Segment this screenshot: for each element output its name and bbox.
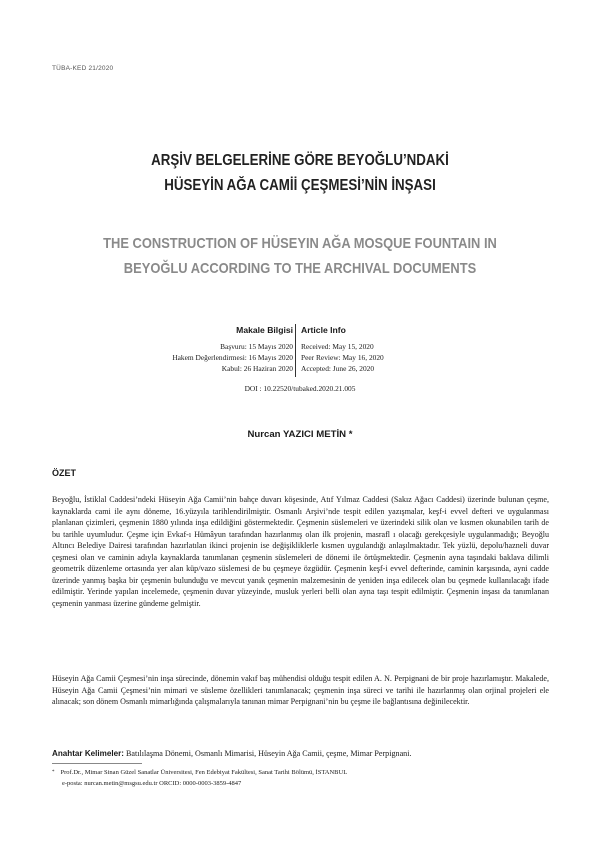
peer-review-date: Peer Review: May 16, 2020: [301, 353, 384, 362]
footnote-affiliation: Prof.Dr., Mimar Sinan Güzel Sanatlar Üniversitesi, Fen Edebiyat Fakültesi, Sanat Tarihi Bölümü, İSTANBUL: [60, 769, 348, 776]
title-english-line-1: THE CONSTRUCTION OF HÜSEYIN AĞA MOSQUE FOUNTAIN IN: [103, 235, 497, 252]
basvuru-date: Başvuru: 15 Mayıs 2020: [220, 342, 293, 351]
footnote-contact: e-posta: nurcan.metin@msgsu.edu.tr ORCID: 0000-0003-3859-4847: [62, 780, 242, 787]
author-name: Nurcan YAZICI METİN *: [247, 429, 353, 440]
kabul-date: Kabul: 26 Haziran 2020: [221, 364, 293, 373]
abstract-paragraph-2: [52, 673, 549, 708]
article-info-heading: Article Info: [301, 325, 346, 335]
info-divider: [295, 324, 296, 377]
title-english-line-2: BEYOĞLU ACCORDING TO THE ARCHIVAL DOCUMENTS: [123, 260, 477, 277]
title-turkish: [42, 148, 558, 198]
footnote: [52, 767, 549, 789]
abstract-heading: ÖZET: [52, 468, 76, 478]
footnote-marker: *: [52, 770, 55, 775]
footnote-line-1: [52, 767, 549, 778]
title-turkish-line-1: ARŞİV BELGELERİNE GÖRE BEYOĞLU’NDAKİ: [151, 152, 449, 169]
doi: DOI : 10.22520/tubaked.2020.21.005: [244, 384, 356, 393]
keywords-label: Anahtar Kelimeler:: [52, 749, 124, 758]
title-english: [42, 231, 558, 281]
keywords-text: Batılılaşma Dönemi, Osmanlı Mimarisi, Hüseyin Ağa Camii, çeşme, Mimar Perpignani.: [123, 749, 412, 758]
accepted-date: Accepted: June 26, 2020: [301, 364, 375, 373]
footnote-rule: [52, 763, 142, 764]
makale-bilgisi-heading: Makale Bilgisi: [236, 325, 293, 335]
abstract-paragraph-2-text: Hüseyin Ağa Camii Çeşmesi’nin inşa sürecinde, dönemin vakıf baş mühendisi olduğu tespit edilen A. N. Perpignani de bir proje hazırlamıştır. Makalede, Hüseyin Ağa Camii Çeşmesi’nin mimari ve süsleme özellikleri tanımlanacak; çeşmenin inşa süreci ve tarihi ile hazırlanmış olan orjinal projeleri ele alınacak; son dönem Osmanlı mimarlığında çalışmalarıyla tanınan mimar Perpignani’nin bu çeşme ile bağlantısına değinilecektir.: [52, 674, 549, 706]
article-info-turkish: [172, 324, 293, 374]
abstract-paragraph-1-text: Beyoğlu, İstiklal Caddesi’ndeki Hüseyin Ağa Camii’nin bahçe duvarı köşesinde, Atıf Yılmaz Caddesi (Sakız Ağacı Caddesi) üzerinde bulunan çeşme, kaynaklarda cami ile aynı döneme, 16.yüzyıla tarihlendirilmiştir. Osmanlı Arşivi’nde tespit edilen yazışmalar, keşf-i evvel defteri ve uygulanması planlanan çizimleri, çeşmenin 1880 yılında inşa edildiğini göstermektedir. Çeşmenin süslemeleri ve üzerindeki silik olan ve kısmen okunabilen tarih de bu tarihle uyumludur. Çeşme için Evkaf-ı Hümâyun tarafından hazırlanmış olan ilk projenin, masrafl ı olacağı gerekçesiyle uygulanmadığı; Beyoğlu Altıncı Belediye Dairesi tarafından hazırlatılan ikinci projenin ise değişikliklerle kısmen uygulandığı anlaşılmaktadır. Tek yüzlü, depolu/hazneli duvar çeşmesi olan ve caminin adıyla kaynaklarda tanımlanan çeşmenin süslemeleri de dönemi ile örtüşmektedir. Çeşmenin ayna taşındaki baklava dilimli geometrik düzenleme ortasında yer alan küp/vazo süslemesi de bu çeşmeye özgüdür. Çeşmenin keşf-i evvel defterinde, caminin karşısında, ayni cadde üzerinde yanmış başka bir çeşmenin bulunduğu ve mevcut yanık çeşmenin malzemesinin de yeniden inşa edilecek olan bu çeşmede kullanılacağı ifade edilmiştir. Yerinde yapılan incelemede, çeşmenin duvar yüzeyinde, musluk yerleri belli olan ayna taşı tespit edilmiştir. Çeşmenin inşası da tanımlanan çeşmenin yanması üzerine gündeme gelmiştir.: [52, 495, 549, 608]
keywords: [52, 748, 549, 759]
title-turkish-line-2: HÜSEYİN AĞA CAMİİ ÇEŞMESİ’NİN İNŞASI: [164, 177, 436, 194]
hakem-date: Hakem Değerlendirmesi: 16 Mayıs 2020: [172, 353, 293, 362]
abstract-paragraph-1: [52, 494, 549, 609]
journal-reference: TÜBA-KED 21/2020: [52, 65, 114, 72]
received-date: Received: May 15, 2020: [301, 342, 374, 351]
article-info-english: [301, 324, 384, 374]
